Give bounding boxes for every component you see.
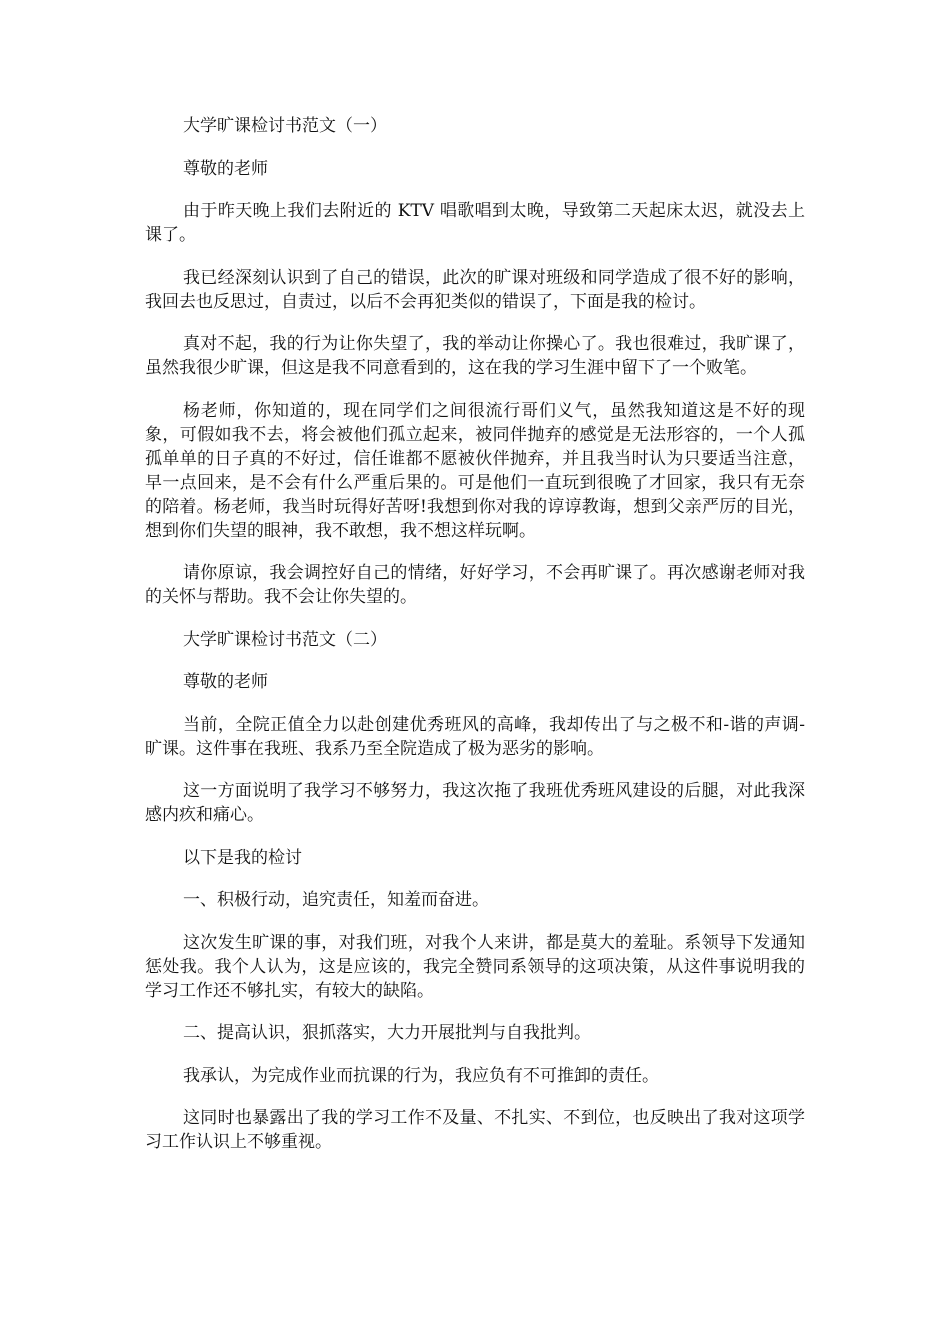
body-paragraph: 杨老师，你知道的，现在同学们之间很流行哥们义气，虽然我知道这是不好的现象，可假如我不去，将会被他们孤立起来，被同伴抛弃的感觉是无法形容的，一个人孤孤单单的日子真的不好过，信任谁都不愿被伙伴抛弃，并且我当时认为只要适当注意，早一点回来，是不会有什么严重后果的。可是他们一直玩到很晚了才回家，我只有无奈的陪着。杨老师，我当时玩得好苦呀!我想到你对我的谆谆教诲，想到父亲严厉的目光，想到你们失望的眼神，我不敢想，我不想这样玩啊。 (145, 400, 805, 541)
body-paragraph: 请你原谅，我会调控好自己的情绪，好好学习，不会再旷课了。再次感谢老师对我的关怀与帮助。我不会让你失望的。 (145, 563, 805, 607)
salutation-1: 尊敬的老师 (183, 158, 268, 179)
section-title-1: 大学旷课检讨书范文（一） (183, 116, 387, 136)
body-paragraph: 这一方面说明了我学习不够努力，我这次拖了我班优秀班风建设的后腿，对此我深感内疚和痛心。 (145, 781, 805, 825)
body-paragraph: 以下是我的检讨 (183, 847, 302, 868)
body-paragraph: 真对不起，我的行为让你失望了，我的举动让你操心了。我也很难过，我旷课了，虽然我很少旷课，但这是我不同意看到的，这在我的学习生涯中留下了一个败笔。 (145, 334, 805, 378)
body-paragraph: 由于昨天晚上我们去附近的 KTV 唱歌唱到太晚，导致第二天起床太迟，就没去上课了。 (145, 201, 805, 245)
point-heading-1: 一、积极行动，追究责任，知羞而奋进。 (183, 890, 489, 910)
point-heading-2: 二、提高认识，狠抓落实，大力开展批判与自我批判。 (183, 1023, 591, 1043)
body-paragraph: 当前，全院正值全力以赴创建优秀班风的高峰，我却传出了与之极不和-谐的声调-旷课。这件事在我班、我系乃至全院造成了极为恶劣的影响。 (145, 714, 805, 759)
document-body (145, 114, 805, 1173)
salutation-2: 尊敬的老师 (183, 672, 268, 692)
body-paragraph: 这次发生旷课的事，对我们班，对我个人来讲，都是莫大的羞耻。系领导下发通知惩处我。我个人认为，这是应该的，我完全赞同系领导的这项决策，从这件事说明我的学习工作还不够扎实，有较大的缺陷。 (145, 932, 805, 1001)
section-title-2: 大学旷课检讨书范文（二） (183, 629, 387, 650)
body-paragraph: 我承认，为完成作业而抗课的行为，我应负有不可推卸的责任。 (183, 1065, 659, 1086)
body-paragraph: 我已经深刻认识到了自己的错误，此次的旷课对班级和同学造成了很不好的影响，我回去也反思过，自责过，以后不会再犯类似的错误了，下面是我的检讨。 (145, 267, 805, 312)
body-paragraph: 这同时也暴露出了我的学习工作不及量、不扎实、不到位，也反映出了我对这项学习工作认识上不够重视。 (145, 1108, 805, 1152)
